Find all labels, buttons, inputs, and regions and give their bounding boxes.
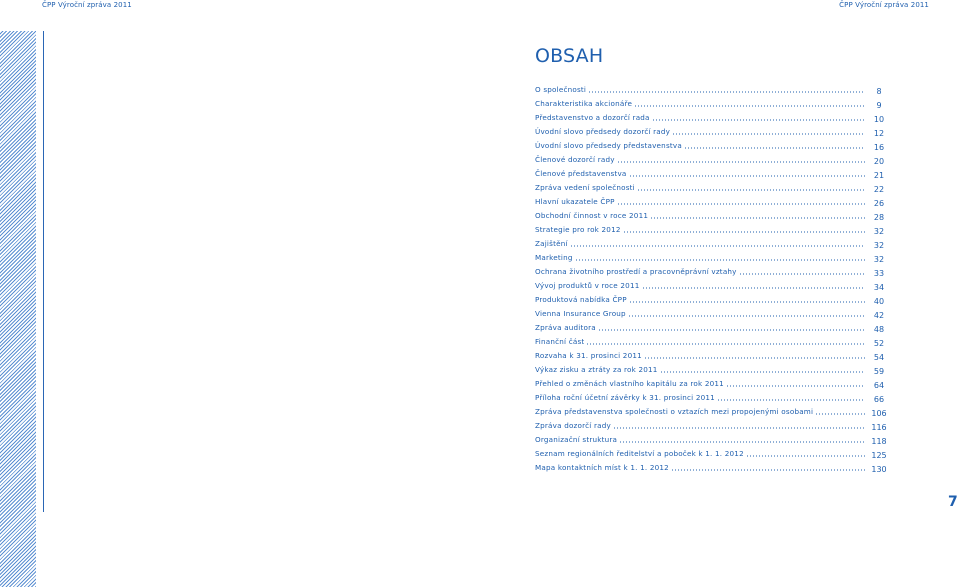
toc-entry-page: 40: [873, 297, 885, 306]
toc-entry[interactable]: [535, 276, 865, 290]
toc-entry[interactable]: [535, 402, 865, 416]
toc-entry-page: 34: [873, 283, 885, 292]
toc-dot-leader: [613, 427, 865, 429]
toc-page-numbers: [868, 80, 890, 472]
toc-dot-leader: [634, 105, 865, 107]
toc-dot-leader: [588, 91, 865, 93]
toc-entry-page: 32: [873, 255, 885, 264]
toc-entry-label: Členové dozorčí rady: [535, 155, 615, 164]
toc-dot-leader: [570, 245, 865, 247]
toc-entry[interactable]: [535, 164, 865, 178]
toc-entry-page: 32: [873, 241, 885, 250]
toc-entry[interactable]: [535, 290, 865, 304]
toc-entry-label: Finanční část: [535, 337, 585, 346]
toc-entry-label: Strategie pro rok 2012: [535, 225, 621, 234]
toc-entry-label: Vienna Insurance Group: [535, 309, 626, 318]
page-title: OBSAH: [535, 45, 604, 67]
toc-entry-label: Zpráva vedení společnosti: [535, 183, 635, 192]
toc-dot-leader: [671, 469, 865, 471]
running-header-right: ČPP Výroční zpráva 2011: [839, 1, 929, 9]
toc-entry[interactable]: [535, 332, 865, 346]
toc-entry[interactable]: [535, 262, 865, 276]
toc-entry-page: 48: [873, 325, 885, 334]
toc-entry-page: 66: [873, 395, 885, 404]
toc-entry[interactable]: [535, 220, 865, 234]
toc-dot-leader: [617, 203, 865, 205]
toc-entry[interactable]: [535, 248, 865, 262]
toc-dot-leader: [726, 385, 865, 387]
toc-entry-page: 26: [873, 199, 885, 208]
toc-entry-page: 28: [873, 213, 885, 222]
toc-entry[interactable]: [535, 444, 865, 458]
toc-entry-page: 10: [873, 115, 885, 124]
toc-entry-label: Zpráva představenstva společnosti o vztazích mezi propojenými osobami: [535, 407, 814, 416]
toc-dot-leader: [628, 315, 865, 317]
toc-entry[interactable]: [535, 388, 865, 402]
toc-dot-leader: [598, 329, 865, 331]
toc-entry-label: Hlavní ukazatele ČPP: [535, 197, 615, 206]
toc-dot-leader: [672, 133, 865, 135]
toc-entry-page: 33: [873, 269, 885, 278]
toc-entry-page: 118: [871, 437, 887, 446]
toc-entry-page: 59: [873, 367, 885, 376]
toc-entry-label: Členové představenstva: [535, 169, 627, 178]
toc-entry-label: Přehled o změnách vlastního kapitálu za rok 2011: [535, 379, 724, 388]
toc-dot-leader: [660, 371, 865, 373]
toc-list: [535, 80, 865, 472]
toc-entry[interactable]: [535, 80, 865, 94]
toc-entry-page: 9: [876, 101, 882, 110]
toc-entry-page: 106: [871, 409, 887, 418]
toc-entry-label: Zpráva auditora: [535, 323, 596, 332]
toc-dot-leader: [575, 259, 865, 261]
toc-dot-leader: [739, 273, 865, 275]
toc-entry[interactable]: [535, 178, 865, 192]
toc-entry-page: 116: [871, 423, 887, 432]
toc-entry[interactable]: [535, 122, 865, 136]
toc-entry[interactable]: [535, 94, 865, 108]
toc-entry-label: Rozvaha k 31. prosinci 2011: [535, 351, 642, 360]
toc-entry-label: Seznam regionálních ředitelství a poboček k 1. 1. 2012: [535, 449, 744, 458]
toc-entry-page: 52: [873, 339, 885, 348]
toc-entry-page: 125: [871, 451, 887, 460]
toc-dot-leader: [619, 441, 865, 443]
toc-entry[interactable]: [535, 374, 865, 388]
toc-entry-page: 8: [876, 87, 882, 96]
toc-dot-leader: [629, 175, 865, 177]
toc-entry[interactable]: [535, 346, 865, 360]
toc-entry-label: Produktová nabídka ČPP: [535, 295, 627, 304]
decorative-stripe-band: [0, 31, 36, 587]
toc-dot-leader: [586, 343, 865, 345]
toc-entry-page: 54: [873, 353, 885, 362]
toc-entry-page: 42: [873, 311, 885, 320]
toc-entry-page: 130: [871, 465, 887, 474]
toc-entry-label: Mapa kontaktních míst k 1. 1. 2012: [535, 463, 669, 472]
toc-entry[interactable]: [535, 416, 865, 430]
toc-entry-page: 16: [873, 143, 885, 152]
toc-entry-page: 32: [873, 227, 885, 236]
toc-entry[interactable]: [535, 150, 865, 164]
toc-entry-page: 12: [873, 129, 885, 138]
toc-entry-label: Vývoj produktů v roce 2011: [535, 281, 640, 290]
toc-entry[interactable]: [535, 318, 865, 332]
toc-entry-page: 21: [873, 171, 885, 180]
toc-entry-page: 22: [873, 185, 885, 194]
toc-dot-leader: [637, 189, 865, 191]
toc-entry-label: Organizační struktura: [535, 435, 618, 444]
running-header-left: ČPP Výroční zpráva 2011: [42, 1, 132, 9]
toc-dot-leader: [717, 399, 865, 401]
toc-entry-page: 64: [873, 381, 885, 390]
toc-dot-leader: [644, 357, 865, 359]
toc-entry-label: Úvodní slovo předsedy dozorčí rady: [535, 127, 671, 136]
toc-entry-label: Výkaz zisku a ztráty za rok 2011: [535, 365, 658, 374]
toc-dot-leader: [746, 455, 865, 457]
toc-entry-label: Charakteristika akcionáře: [535, 99, 633, 108]
toc-entry-label: Zpráva dozorčí rady: [535, 421, 611, 430]
toc-entry-label: O společnosti: [535, 85, 587, 94]
toc-entry[interactable]: [535, 234, 865, 248]
toc-entry-label: Představenstvo a dozorčí rada: [535, 113, 650, 122]
toc-entry[interactable]: [535, 458, 865, 472]
toc-entry[interactable]: [535, 136, 865, 150]
toc-entry-label: Úvodní slovo předsedy představenstva: [535, 141, 682, 150]
toc-entry-page: 20: [873, 157, 885, 166]
toc-entry[interactable]: [535, 430, 865, 444]
toc-entry-label: Příloha roční účetní závěrky k 31. prosinci 2011: [535, 393, 715, 402]
toc-dot-leader: [650, 217, 865, 219]
toc-entry-label: Obchodní činnost v roce 2011: [535, 211, 649, 220]
toc-dot-leader: [815, 413, 865, 415]
toc-dot-leader: [629, 301, 865, 303]
toc-entry-label: Ochrana životního prostředí a pracovněprávní vztahy: [535, 267, 737, 276]
toc-entry-label: Zajištění: [535, 239, 568, 248]
toc-entry-label: Marketing: [535, 253, 573, 262]
page-number: 7: [948, 494, 958, 510]
toc-entry[interactable]: [535, 206, 865, 220]
toc-entry[interactable]: [535, 304, 865, 318]
toc-entry[interactable]: [535, 360, 865, 374]
toc-dot-leader: [684, 147, 865, 149]
toc-entry[interactable]: [535, 108, 865, 122]
vertical-rule: [43, 31, 44, 512]
toc-entry[interactable]: [535, 192, 865, 206]
toc-dot-leader: [617, 161, 865, 163]
toc-dot-leader: [652, 119, 865, 121]
toc-dot-leader: [623, 231, 865, 233]
toc-dot-leader: [642, 287, 866, 289]
